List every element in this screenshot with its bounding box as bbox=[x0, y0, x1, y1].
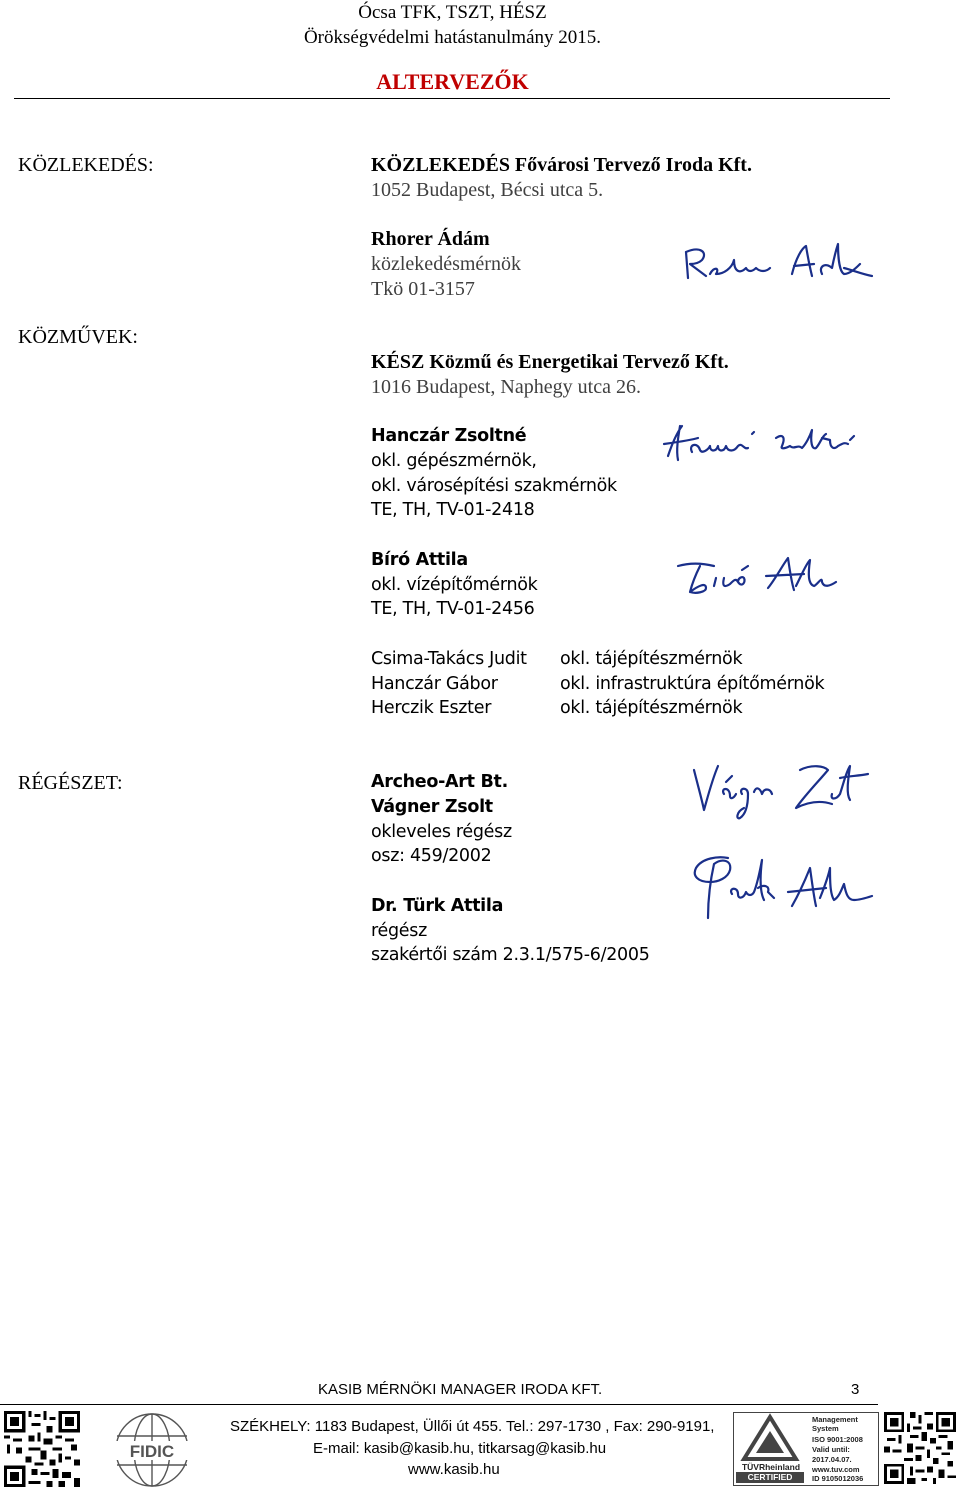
section-label-regeszet: RÉGÉSZET: bbox=[18, 772, 123, 794]
section-label-kozlekedes: KÖZLEKEDÉS: bbox=[18, 154, 154, 176]
kozmuvek-person1-reg: TE, TH, TV-01-2418 bbox=[371, 500, 535, 520]
kozmuvek-person1-title2: okl. városépítési szakmérnök bbox=[371, 476, 617, 496]
tuv-brand: TÜVRheinland bbox=[741, 1462, 801, 1472]
regeszet-person2-title: régész bbox=[371, 921, 427, 941]
kozmuvek-staff-role: okl. tájépítészmérnök bbox=[560, 649, 743, 669]
regeszet-person2-reg: szakértői szám 2.3.1/575-6/2005 bbox=[371, 945, 650, 965]
tuv-cert-valid-label: Valid until: bbox=[812, 1445, 850, 1454]
kozlekedes-person-reg: Tkö 01-3157 bbox=[371, 278, 475, 300]
tuv-certification-logo bbox=[733, 1412, 879, 1486]
signature-biro-attila bbox=[672, 552, 844, 600]
header-document-line: Örökségvédelmi hatástanulmány 2015. bbox=[303, 27, 602, 48]
footer-divider bbox=[0, 1404, 878, 1405]
tuv-certified-badge: CERTIFIED bbox=[736, 1472, 804, 1483]
regeszet-company: Archeo-Art Bt. bbox=[371, 772, 508, 792]
kozmuvek-person2-reg: TE, TH, TV-01-2456 bbox=[371, 599, 535, 619]
regeszet-person1-reg: osz: 459/2002 bbox=[371, 846, 492, 866]
signature-turk-attila bbox=[688, 848, 874, 928]
kozmuvek-person1-name: Hanczár Zsoltné bbox=[371, 426, 527, 446]
footer-website: www.kasib.hu bbox=[408, 1461, 500, 1478]
tuv-cert-heading: Management System bbox=[812, 1415, 858, 1433]
kozmuvek-person1-title1: okl. gépészmérnök, bbox=[371, 451, 537, 471]
header-project-line: Ócsa TFK, TSZT, HÉSZ bbox=[358, 2, 547, 23]
regeszet-person1-name: Vágner Zsolt bbox=[371, 797, 493, 817]
footer-email: E-mail: kasib@kasib.hu, titkarsag@kasib.hu bbox=[313, 1440, 607, 1457]
footer-company: KASIB MÉRNÖKI MANAGER IRODA KFT. bbox=[318, 1381, 603, 1398]
kozmuvek-staff-role: okl. infrastruktúra építőmérnök bbox=[560, 674, 825, 694]
tuv-triangle-icon bbox=[734, 1413, 806, 1465]
kozmuvek-address: 1016 Budapest, Naphegy utca 26. bbox=[371, 376, 641, 398]
regeszet-person2-name: Dr. Türk Attila bbox=[371, 896, 504, 916]
regeszet-person1-title: okleveles régész bbox=[371, 822, 512, 842]
header-divider bbox=[14, 98, 890, 99]
kozmuvek-staff-role: okl. tájépítészmérnök bbox=[560, 698, 743, 718]
kozlekedes-person-title: közlekedésmérnök bbox=[371, 253, 521, 275]
tuv-cert-site: www.tuv.com bbox=[812, 1465, 860, 1474]
kozmuvek-person2-name: Bíró Attila bbox=[371, 550, 468, 570]
signature-vagner-zsolt bbox=[690, 760, 872, 822]
kozmuvek-staff-name: Herczik Eszter bbox=[371, 698, 492, 718]
tuv-cert-standard: ISO 9001:2008 bbox=[812, 1435, 863, 1444]
signature-hanczar-zsoltne bbox=[658, 418, 878, 466]
section-label-kozmuvek: KÖZMŰVEK: bbox=[18, 326, 138, 348]
tuv-cert-valid-until: 2017.04.07. bbox=[812, 1455, 852, 1464]
qr-code-icon bbox=[884, 1412, 956, 1484]
fidic-globe-logo bbox=[111, 1410, 193, 1490]
kozmuvek-person2-title: okl. vízépítőmérnök bbox=[371, 575, 538, 595]
qr-code-icon bbox=[4, 1411, 80, 1487]
fidic-logo-text: FIDIC bbox=[129, 1442, 175, 1461]
page-number: 3 bbox=[851, 1381, 860, 1398]
kozmuvek-staff-name: Csima-Takács Judit bbox=[371, 649, 527, 669]
kozlekedes-person-name: Rhorer Ádám bbox=[371, 228, 490, 250]
kozmuvek-company: KÉSZ Közmű és Energetikai Tervező Kft. bbox=[371, 351, 729, 373]
footer-address: SZÉKHELY: 1183 Budapest, Üllői út 455. Tel.: 297-1730 , Fax: 290-9191, bbox=[230, 1418, 715, 1435]
tuv-triangle-mark bbox=[734, 1413, 806, 1465]
kozmuvek-staff-name: Hanczár Gábor bbox=[371, 674, 498, 694]
tuv-cert-id: ID 9105012036 bbox=[812, 1474, 864, 1483]
kozlekedes-company: KÖZLEKEDÉS Fővárosi Tervező Iroda Kft. bbox=[371, 154, 752, 176]
signature-rhorer-adam bbox=[680, 238, 875, 288]
page-title: ALTERVEZŐK bbox=[376, 69, 529, 94]
kozlekedes-address: 1052 Budapest, Bécsi utca 5. bbox=[371, 179, 604, 201]
